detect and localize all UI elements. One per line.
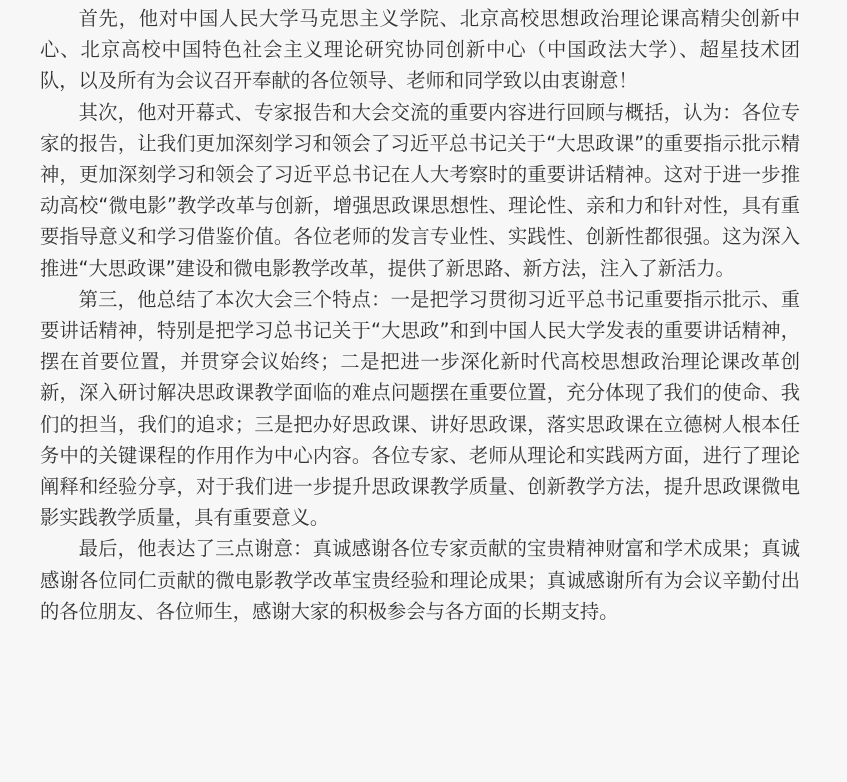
paragraph-features: 第三，他总结了本次大会三个特点：一是把学习贯彻习近平总书记重要指示批示、重要讲话精神，特别是把学习总书记关于“大思政”和到中国人民大学发表的重要讲话精神，摆在首要位置，并贯穿会议始终；二是把进一步深化新时代高校思想政治理论课改革创新，深入研讨解决思政课教学面临的难点问题摆在重要位置，充分体现了我们的使命、我们的担当，我们的追求；三是把办好思政课、讲好思政课，落实思政课在立德树人根本任务中的关键课程的作用作为中心内容。各位专家、老师从理论和实践两方面，进行了理论阐释和经验分享，对于我们进一步提升思政课教学质量、创新教学方法，提升思政课微电影实践教学质量，具有重要意义。	[40, 287, 800, 530]
paragraph-gratitude: 最后，他表达了三点谢意：真诚感谢各位专家贡献的宝贵精神财富和学术成果；真诚感谢各位同仁贡献的微电影教学改革宝贵经验和理论成果；真诚感谢所有为会议辛勤付出的各位朋友、各位师生，感谢大家的积极参会与各方面的长期支持。	[40, 537, 800, 623]
paragraph-thanks: 首先，他对中国人民大学马克思主义学院、北京高校思想政治理论课高精尖创新中心、北京高校中国特色社会主义理论研究协同创新中心（中国政法大学）、超星技术团队，以及所有为会议召开奉献的各位领导、老师和同学致以由衷谢意！	[40, 7, 800, 93]
article-body	[40, 3, 800, 627]
paragraph-review: 其次，他对开幕式、专家报告和大会交流的重要内容进行回顾与概括，认为：各位专家的报告，让我们更加深刻学习和领会了习近平总书记关于“大思政课”的重要指示批示精神，更加深刻学习和领会了习近平总书记在人大考察时的重要讲话精神。这对于进一步推动高校“微电影”教学改革与创新，增强思政课思想性、理论性、亲和力和针对性，具有重要指导意义和学习借鉴价值。各位老师的发言专业性、实践性、创新性都很强。这为深入推进“大思政课”建设和微电影教学改革，提供了新思路、新方法，注入了新活力。	[40, 100, 800, 280]
